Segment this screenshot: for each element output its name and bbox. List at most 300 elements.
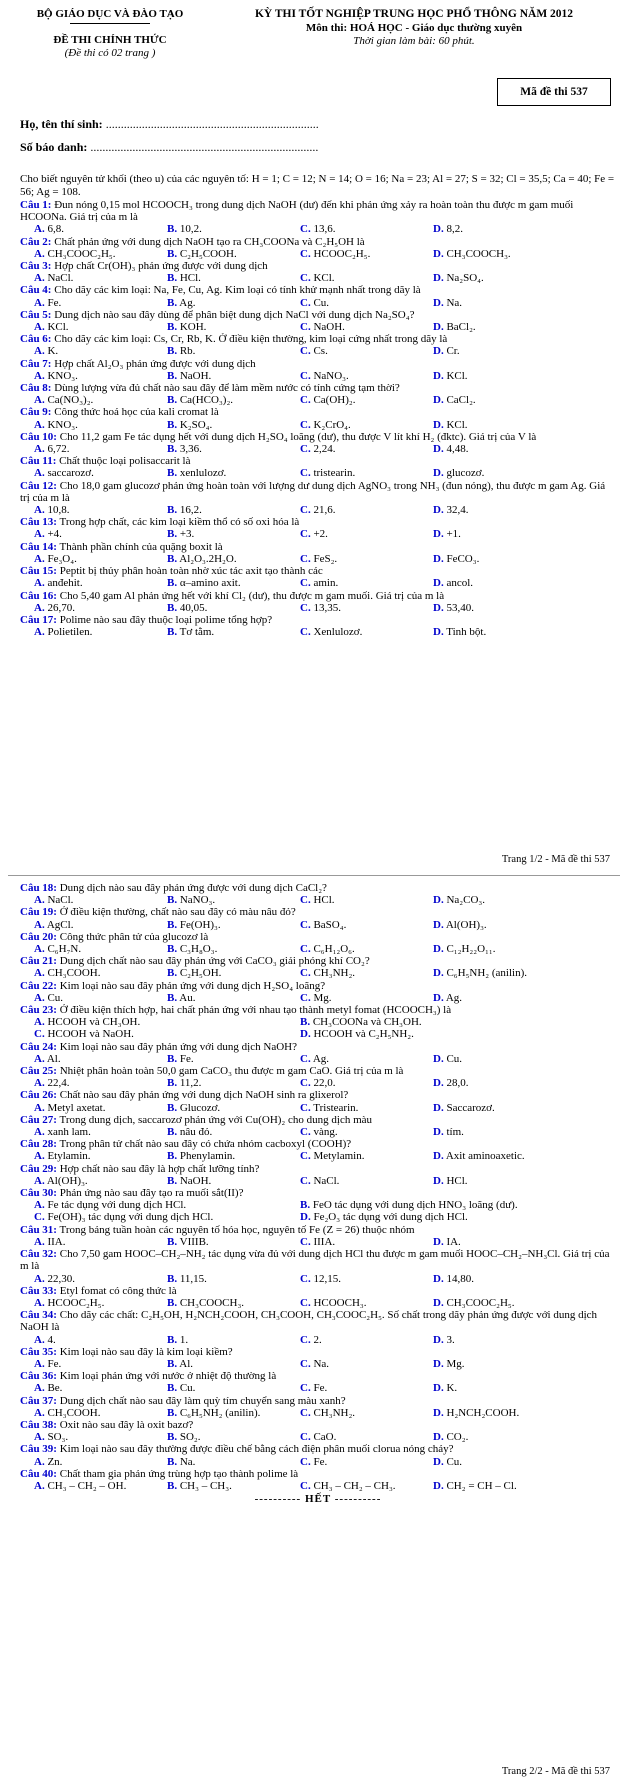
- answer-options: [20, 1102, 616, 1114]
- answer-option[interactable]: [419, 1175, 552, 1187]
- answer-option[interactable]: [286, 1480, 419, 1492]
- candidate-id-field[interactable]: [20, 140, 318, 155]
- option-text: CH₃COOCH₃.: [446, 247, 511, 260]
- answer-option[interactable]: [286, 345, 419, 357]
- answer-option[interactable]: [286, 504, 419, 516]
- option-text: nâu đỏ.: [179, 1126, 213, 1139]
- question-item: [20, 590, 616, 614]
- answer-option[interactable]: [20, 1150, 153, 1162]
- question-item: [20, 1114, 616, 1138]
- question-stem: [20, 199, 616, 223]
- answer-option[interactable]: [286, 919, 419, 931]
- answer-option[interactable]: [153, 345, 286, 357]
- question-item: [20, 541, 616, 565]
- answer-option[interactable]: [153, 894, 286, 906]
- option-letter: B.: [167, 1150, 178, 1163]
- question-stem: [20, 1065, 616, 1077]
- option-letter: A.: [34, 1406, 45, 1419]
- answer-option[interactable]: [153, 1236, 286, 1248]
- answer-option[interactable]: [419, 1102, 552, 1114]
- option-text: Fe(OH)₃ tác dụng với dung dịch HCl.: [47, 1211, 214, 1224]
- answer-option[interactable]: [153, 1358, 286, 1370]
- answer-option[interactable]: [419, 894, 552, 906]
- option-letter: B.: [167, 1455, 178, 1468]
- answer-option[interactable]: [20, 1297, 153, 1309]
- answer-option[interactable]: [286, 528, 419, 540]
- question-number: Câu 4:: [20, 284, 52, 297]
- answer-option[interactable]: [286, 370, 419, 382]
- answer-option[interactable]: [20, 919, 153, 931]
- question-number: Câu 38:: [20, 1418, 57, 1431]
- answer-option[interactable]: [419, 1382, 552, 1394]
- question-text: Chất nào sau đây phản ứng với dung dịch NaOH sinh ra glixerol?: [59, 1089, 349, 1102]
- question-text: Trong phân tử chất nào sau đây có chứa nhóm cacboxyl (COOH)?: [59, 1138, 352, 1151]
- option-letter: B.: [167, 272, 178, 285]
- answer-option[interactable]: [419, 321, 552, 333]
- answer-option[interactable]: [286, 1077, 419, 1089]
- option-letter: C.: [300, 504, 311, 517]
- answer-option[interactable]: [419, 223, 552, 235]
- answer-option[interactable]: [286, 1382, 419, 1394]
- answer-option[interactable]: [153, 370, 286, 382]
- answer-option[interactable]: [286, 1126, 419, 1138]
- answer-option[interactable]: [286, 1199, 552, 1211]
- answer-option[interactable]: [286, 1358, 419, 1370]
- answer-option[interactable]: [20, 1211, 286, 1223]
- option-text: K₂CrO₄.: [313, 418, 351, 431]
- answer-option[interactable]: [286, 894, 419, 906]
- answer-options: [20, 967, 616, 979]
- option-letter: D.: [433, 345, 444, 358]
- answer-option[interactable]: [419, 553, 552, 565]
- answer-option[interactable]: [153, 919, 286, 931]
- answer-option[interactable]: [286, 248, 419, 260]
- option-text: 2,24.: [313, 443, 336, 456]
- answer-option[interactable]: [20, 370, 153, 382]
- answer-option[interactable]: [20, 443, 153, 455]
- answer-option[interactable]: [153, 528, 286, 540]
- answer-option[interactable]: [419, 1358, 552, 1370]
- question-number: Câu 35:: [20, 1345, 57, 1358]
- option-letter: A.: [34, 1150, 45, 1163]
- option-text: Au.: [179, 991, 196, 1004]
- option-letter: A.: [34, 918, 45, 931]
- option-letter: C.: [300, 1382, 311, 1395]
- question-item: [20, 284, 616, 308]
- candidate-name-field[interactable]: [20, 117, 319, 132]
- answer-option[interactable]: [419, 602, 552, 614]
- answer-option[interactable]: [153, 467, 286, 479]
- answer-options: [20, 1199, 616, 1223]
- option-text: CH₃ – CH₂ – CH₃.: [313, 1479, 396, 1492]
- answer-option[interactable]: [153, 1077, 286, 1089]
- question-list-page-2: [20, 882, 616, 1505]
- option-letter: D.: [433, 504, 444, 517]
- answer-option[interactable]: [153, 443, 286, 455]
- option-letter: B.: [167, 528, 178, 541]
- option-letter: C.: [300, 1406, 311, 1419]
- question-stem: [20, 1443, 616, 1455]
- answer-option[interactable]: [153, 223, 286, 235]
- answer-option[interactable]: [153, 1431, 286, 1443]
- option-letter: B.: [300, 1016, 311, 1029]
- question-item: [20, 333, 616, 357]
- option-letter: B.: [167, 1357, 178, 1370]
- answer-option[interactable]: [286, 443, 419, 455]
- answer-option[interactable]: [153, 1297, 286, 1309]
- answer-option[interactable]: [20, 602, 153, 614]
- answer-option[interactable]: [20, 345, 153, 357]
- answer-option[interactable]: [153, 248, 286, 260]
- answer-option[interactable]: [419, 467, 552, 479]
- answer-option[interactable]: [286, 1236, 419, 1248]
- answer-option[interactable]: [286, 577, 419, 589]
- answer-option[interactable]: [419, 345, 552, 357]
- question-stem: [20, 565, 616, 577]
- option-text: Metylamin.: [313, 1150, 365, 1163]
- answer-option[interactable]: [419, 1150, 552, 1162]
- answer-option[interactable]: [419, 443, 552, 455]
- answer-option[interactable]: [20, 1199, 286, 1211]
- option-text: HCl.: [446, 1174, 468, 1187]
- option-letter: A.: [34, 394, 45, 407]
- question-number: Câu 12:: [20, 479, 57, 492]
- answer-option[interactable]: [419, 248, 552, 260]
- answer-option[interactable]: [20, 1480, 153, 1492]
- option-text: BaCl₂.: [446, 321, 476, 334]
- option-letter: C.: [300, 418, 311, 431]
- answer-option[interactable]: [286, 1102, 419, 1114]
- answer-option[interactable]: [20, 223, 153, 235]
- answer-options: [20, 1150, 616, 1162]
- answer-option[interactable]: [20, 553, 153, 565]
- option-text: Etylamin.: [47, 1150, 91, 1163]
- question-stem: [20, 1138, 616, 1150]
- answer-option[interactable]: [286, 467, 419, 479]
- answer-option[interactable]: [419, 967, 552, 979]
- option-letter: A.: [34, 626, 45, 639]
- question-stem: [20, 1224, 616, 1236]
- answer-option[interactable]: [419, 272, 552, 284]
- answer-option[interactable]: [20, 894, 153, 906]
- answer-option[interactable]: [20, 1431, 153, 1443]
- answer-option[interactable]: [419, 1236, 552, 1248]
- answer-option[interactable]: [20, 1358, 153, 1370]
- answer-option[interactable]: [286, 626, 419, 638]
- answer-option[interactable]: [20, 967, 153, 979]
- option-text: KNO₃.: [47, 418, 78, 431]
- answer-option[interactable]: [153, 1480, 286, 1492]
- answer-option[interactable]: [153, 553, 286, 565]
- answer-option[interactable]: [20, 1273, 153, 1285]
- answer-option[interactable]: [153, 394, 286, 406]
- answer-option[interactable]: [419, 1126, 552, 1138]
- option-text: Fe tác dụng với dung dịch HCl.: [47, 1199, 187, 1212]
- answer-option[interactable]: [153, 943, 286, 955]
- answer-option[interactable]: [153, 626, 286, 638]
- question-text: Ở điều kiện thích hợp, hai chất phản ứng với nhau tạo thành metyl fomat (HCOOCH₃) là: [59, 1004, 452, 1017]
- question-item: [20, 1065, 616, 1089]
- answer-option[interactable]: [20, 1175, 153, 1187]
- answer-option[interactable]: [153, 1102, 286, 1114]
- answer-option[interactable]: [153, 1053, 286, 1065]
- answer-option[interactable]: [153, 1456, 286, 1468]
- option-text: Cu.: [446, 1455, 463, 1468]
- option-text: ancol.: [446, 577, 474, 590]
- question-stem: [20, 1346, 616, 1358]
- option-text: 10,8.: [47, 504, 70, 517]
- answer-option[interactable]: [153, 272, 286, 284]
- option-letter: C.: [300, 296, 311, 309]
- answer-option[interactable]: [419, 1407, 552, 1419]
- answer-option[interactable]: [20, 577, 153, 589]
- answer-option[interactable]: [20, 528, 153, 540]
- option-text: IIA.: [47, 1235, 66, 1248]
- option-letter: D.: [433, 394, 444, 407]
- answer-option[interactable]: [20, 467, 153, 479]
- answer-option[interactable]: [20, 1236, 153, 1248]
- question-item: [20, 980, 616, 1004]
- option-text: Na₂SO₄.: [446, 272, 484, 285]
- answer-option[interactable]: [286, 419, 419, 431]
- answer-option[interactable]: [419, 1053, 552, 1065]
- option-text: CaO.: [313, 1431, 337, 1444]
- answer-option[interactable]: [20, 1456, 153, 1468]
- answer-option[interactable]: [20, 419, 153, 431]
- answer-option[interactable]: [20, 248, 153, 260]
- question-stem: [20, 882, 616, 894]
- option-text: C₂H₅COOH.: [179, 247, 237, 260]
- question-number: Câu 39:: [20, 1443, 57, 1456]
- answer-option[interactable]: [419, 577, 552, 589]
- option-letter: C.: [300, 991, 311, 1004]
- answer-option[interactable]: [286, 1150, 419, 1162]
- option-letter: C.: [300, 394, 311, 407]
- option-letter: A.: [34, 1016, 45, 1029]
- answer-option[interactable]: [20, 297, 153, 309]
- answer-option[interactable]: [20, 1102, 153, 1114]
- option-letter: C.: [300, 272, 311, 285]
- answer-option[interactable]: [419, 1077, 552, 1089]
- answer-option[interactable]: [153, 577, 286, 589]
- answer-option[interactable]: [286, 1028, 552, 1040]
- option-letter: A.: [34, 504, 45, 517]
- answer-option[interactable]: [419, 528, 552, 540]
- option-letter: C.: [300, 528, 311, 541]
- question-text: Cho dãy các kim loại: Cs, Cr, Rb, K. Ở điều kiện thường, kim loại cứng nhất trong dãy là: [54, 333, 448, 346]
- answer-option[interactable]: [20, 321, 153, 333]
- option-text: K.: [47, 345, 59, 358]
- question-text: Cho 11,2 gam Fe tác dụng hết với dung dịch H₂SO₄ loãng (dư), thu được V lít khí H₂ (đktc). Giá trị của V là: [59, 430, 537, 443]
- answer-option[interactable]: [419, 419, 552, 431]
- question-stem: [20, 590, 616, 602]
- question-item: [20, 882, 616, 906]
- option-text: Cu.: [446, 1052, 463, 1065]
- answer-option[interactable]: [286, 992, 419, 1004]
- question-item: [20, 309, 616, 333]
- option-letter: C.: [300, 1431, 311, 1444]
- option-letter: B.: [167, 967, 178, 980]
- candidate-name-dots: .......................................................................: [102, 117, 319, 131]
- answer-option[interactable]: [153, 1175, 286, 1187]
- answer-option[interactable]: [20, 1382, 153, 1394]
- option-text: NaCl.: [313, 1174, 340, 1187]
- answer-option[interactable]: [153, 1126, 286, 1138]
- answer-option[interactable]: [153, 419, 286, 431]
- question-text: Dung dịch chất nào sau đây làm quỳ tím chuyển sang màu xanh?: [59, 1394, 346, 1407]
- option-letter: C.: [300, 1174, 311, 1187]
- answer-option[interactable]: [286, 1016, 552, 1028]
- answer-option[interactable]: [153, 1273, 286, 1285]
- option-letter: C.: [300, 1077, 311, 1090]
- option-letter: B.: [167, 1333, 178, 1346]
- answer-option[interactable]: [286, 321, 419, 333]
- answer-option[interactable]: [153, 297, 286, 309]
- option-text: HCOOCH₃.: [313, 1296, 367, 1309]
- answer-option[interactable]: [286, 1456, 419, 1468]
- answer-option[interactable]: [419, 297, 552, 309]
- answer-option[interactable]: [286, 943, 419, 955]
- answer-option[interactable]: [20, 1126, 153, 1138]
- answer-option[interactable]: [153, 1334, 286, 1346]
- answer-option[interactable]: [153, 992, 286, 1004]
- answer-option[interactable]: [153, 1407, 286, 1419]
- answer-option[interactable]: [20, 1334, 153, 1346]
- answer-option[interactable]: [153, 504, 286, 516]
- answer-option[interactable]: [286, 272, 419, 284]
- option-text: K.: [446, 1382, 458, 1395]
- answer-option[interactable]: [286, 1211, 552, 1223]
- answer-option[interactable]: [286, 223, 419, 235]
- option-text: Tristearin.: [313, 1101, 359, 1114]
- option-text: 22,4.: [47, 1077, 70, 1090]
- answer-option[interactable]: [153, 967, 286, 979]
- question-number: Câu 22:: [20, 979, 57, 992]
- option-letter: A.: [34, 1382, 45, 1395]
- answer-options: [20, 321, 616, 333]
- answer-option[interactable]: [20, 504, 153, 516]
- option-letter: B.: [167, 504, 178, 517]
- option-letter: B.: [167, 443, 178, 456]
- answer-option[interactable]: [153, 321, 286, 333]
- question-item: [20, 1309, 616, 1346]
- answer-option[interactable]: [419, 1297, 552, 1309]
- option-text: HCOOH và CH₃OH.: [47, 1016, 141, 1029]
- option-letter: A.: [34, 577, 45, 590]
- answer-option[interactable]: [419, 943, 552, 955]
- answer-options: [20, 394, 616, 406]
- answer-option[interactable]: [153, 1382, 286, 1394]
- option-text: CaCl₂.: [446, 394, 476, 407]
- question-stem: [20, 1041, 616, 1053]
- option-letter: C.: [300, 967, 311, 980]
- answer-option[interactable]: [419, 1431, 552, 1443]
- answer-option[interactable]: [286, 553, 419, 565]
- answer-option[interactable]: [286, 967, 419, 979]
- answer-option[interactable]: [419, 1273, 552, 1285]
- answer-option[interactable]: [419, 992, 552, 1004]
- answer-option[interactable]: [20, 1077, 153, 1089]
- answer-option[interactable]: [419, 919, 552, 931]
- answer-option[interactable]: [20, 943, 153, 955]
- question-number: Câu 11:: [20, 455, 57, 468]
- answer-option[interactable]: [419, 370, 552, 382]
- question-item: [20, 358, 616, 382]
- answer-option[interactable]: [419, 504, 552, 516]
- candidate-id-dots: ............................................................................: [87, 140, 319, 154]
- exam-time: Thời gian làm bài: 60 phút.: [353, 35, 475, 47]
- answer-option[interactable]: [419, 1480, 552, 1492]
- option-text: Cs.: [313, 345, 328, 358]
- answer-option[interactable]: [419, 1334, 552, 1346]
- answer-option[interactable]: [286, 1407, 419, 1419]
- option-text: Na.: [313, 1357, 330, 1370]
- option-letter: C.: [300, 1296, 311, 1309]
- answer-option[interactable]: [286, 1273, 419, 1285]
- answer-option[interactable]: [286, 297, 419, 309]
- answer-option[interactable]: [20, 1053, 153, 1065]
- option-letter: C.: [300, 223, 311, 236]
- answer-option[interactable]: [20, 394, 153, 406]
- question-item: [20, 614, 616, 638]
- answer-options: [20, 553, 616, 565]
- question-text: Kim loại phản ứng với nước ở nhiệt độ thường là: [59, 1370, 277, 1383]
- option-text: tristearin.: [313, 467, 356, 480]
- answer-option[interactable]: [153, 1150, 286, 1162]
- answer-option[interactable]: [286, 1297, 419, 1309]
- option-text: C₁₂H₂₂O₁₁.: [446, 943, 496, 956]
- question-text: Peptit bị thủy phân hoàn toàn nhờ xúc tác axit tạo thành các: [59, 565, 323, 578]
- answer-option[interactable]: [286, 1175, 419, 1187]
- option-text: CH₃ – CH₂ – OH.: [47, 1479, 127, 1492]
- option-letter: D.: [433, 1296, 444, 1309]
- answer-option[interactable]: [20, 1407, 153, 1419]
- answer-option[interactable]: [286, 394, 419, 406]
- answer-option[interactable]: [286, 602, 419, 614]
- answer-option[interactable]: [419, 1456, 552, 1468]
- option-text: Al.: [46, 1052, 61, 1065]
- answer-option[interactable]: [286, 1334, 419, 1346]
- question-number: Câu 7:: [20, 357, 52, 370]
- option-letter: C.: [300, 1333, 311, 1346]
- answer-options: [20, 443, 616, 455]
- answer-option[interactable]: [20, 1028, 286, 1040]
- answer-option[interactable]: [20, 272, 153, 284]
- answer-option[interactable]: [286, 1053, 419, 1065]
- option-text: Saccarozơ.: [446, 1101, 495, 1114]
- option-letter: B.: [167, 1052, 178, 1065]
- option-text: 40,05.: [179, 601, 208, 614]
- answer-option[interactable]: [20, 1016, 286, 1028]
- option-text: 13,35.: [313, 601, 341, 614]
- answer-option[interactable]: [20, 992, 153, 1004]
- question-number: Câu 40:: [20, 1467, 57, 1480]
- option-letter: C.: [300, 467, 311, 480]
- answer-options: [20, 1016, 616, 1040]
- option-text: amin.: [313, 577, 339, 590]
- answer-option[interactable]: [286, 1431, 419, 1443]
- option-text: Fe(OH)₃.: [179, 918, 221, 931]
- option-letter: D.: [433, 1126, 444, 1139]
- question-item: [20, 431, 616, 455]
- answer-option[interactable]: [153, 602, 286, 614]
- question-text: Dung dịch chất nào sau đây phản ứng với CaCO₃ giải phóng khí CO₂?: [59, 955, 370, 968]
- answer-option[interactable]: [419, 626, 552, 638]
- option-text: 12,15.: [313, 1272, 341, 1285]
- option-text: C₆H₇N.: [47, 943, 82, 956]
- answer-option[interactable]: [419, 394, 552, 406]
- answer-option[interactable]: [20, 626, 153, 638]
